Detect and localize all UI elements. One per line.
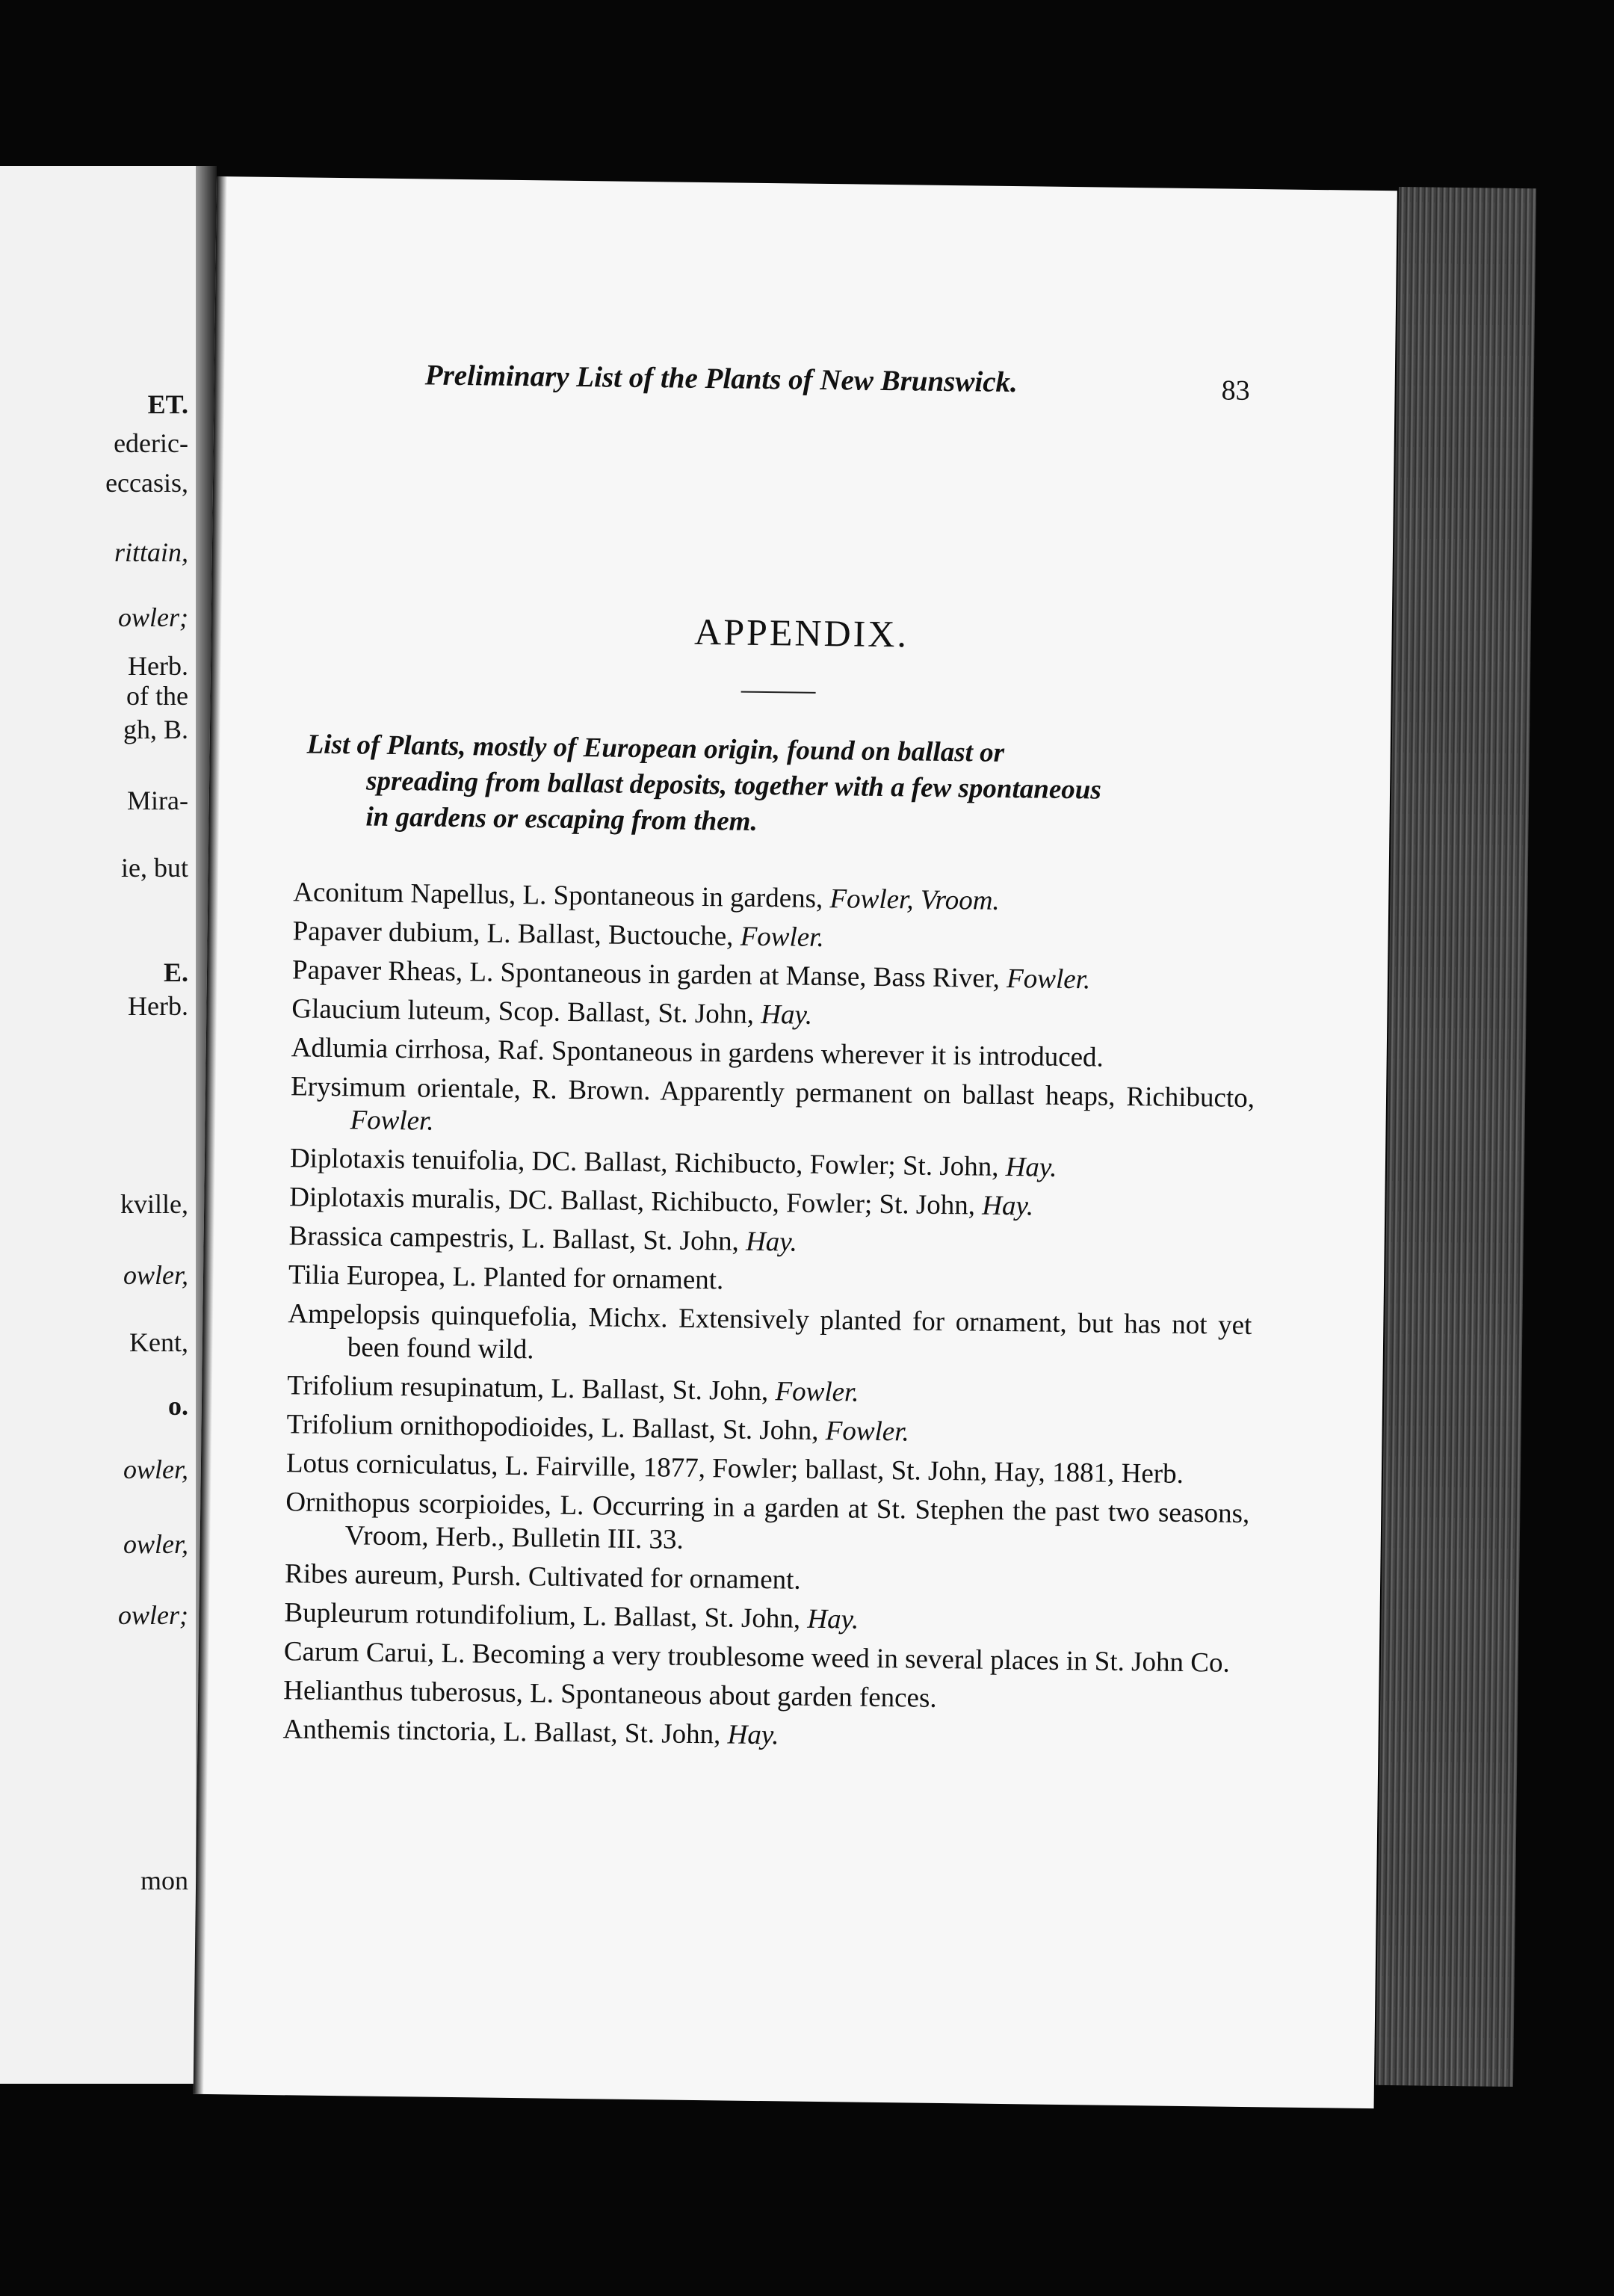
species-name: Trifolium resupinatum, L.	[286, 1370, 575, 1404]
collector-name: Fowler.	[1006, 963, 1091, 996]
facing-page-text: rittain,	[114, 537, 188, 567]
plant-entry	[283, 1674, 1247, 1719]
facing-page-text: Mira-	[127, 786, 188, 815]
collector-name: Fowler.	[350, 1105, 434, 1137]
facing-page-text: Herb.	[128, 651, 188, 681]
plant-entry	[288, 1297, 1252, 1375]
facing-page-text: gh, B.	[123, 715, 188, 744]
facing-page-text: of the	[126, 681, 188, 711]
entry-note: Fairville, 1877, Fowler; ballast, St. John, Hay, 1881, Herb.	[535, 1451, 1184, 1490]
species-name: Papaver Rheas, L.	[291, 954, 494, 988]
entry-note: Ballast, St. John,	[534, 1717, 721, 1750]
species-name: Anthemis tinctoria, L.	[282, 1714, 528, 1748]
running-head: Preliminary List of the Plants of New Brunswick.	[424, 359, 1018, 399]
intro-paragraph	[306, 727, 1271, 847]
entry-note: Becoming a very troublesome weed in several places in St. John Co.	[471, 1638, 1231, 1679]
collector-name: Hay.	[727, 1719, 779, 1751]
page-number: 83	[1221, 374, 1250, 407]
facing-page-text: ET.	[147, 389, 188, 419]
plant-entry	[293, 876, 1257, 921]
facing-page-text: ie, but	[121, 853, 188, 883]
facing-page-text: o.	[168, 1391, 188, 1421]
species-name: Lotus corniculatus, L.	[285, 1448, 529, 1482]
plant-entry	[292, 915, 1256, 960]
plant-entry	[284, 1635, 1248, 1680]
facing-page-text: Kent,	[129, 1327, 188, 1357]
entry-note: Spontaneous in gardens wherever it is introduced.	[551, 1035, 1104, 1073]
facing-page-text: owler,	[123, 1529, 188, 1559]
intro-line: in gardens or escaping from them.	[365, 801, 758, 837]
collector-name: Fowler.	[825, 1416, 910, 1448]
page-edges	[1376, 187, 1536, 2087]
page	[194, 176, 1397, 2108]
entry-note: Ballast, Buctouche,	[517, 918, 734, 952]
plant-entry	[286, 1447, 1250, 1492]
plant-entry	[292, 954, 1256, 999]
entry-note: Ballast, St. John,	[631, 1413, 819, 1446]
entry-note: Extensively planted for ornament, but has not yet been found wild.	[347, 1303, 1252, 1365]
collector-name: Fowler, Vroom.	[829, 883, 1000, 916]
species-name: Diplotaxis muralis, DC.	[289, 1182, 554, 1216]
species-name: Erysimum orientale, R. Brown.	[290, 1071, 651, 1107]
collector-name: Fowler.	[740, 921, 824, 954]
species-name: Trifolium ornithopodioides, L.	[286, 1409, 625, 1444]
facing-page-text: owler,	[123, 1454, 188, 1484]
collector-name: Hay.	[807, 1603, 859, 1635]
intro-line: List of Plants, mostly of European origin, found on ballast or	[306, 729, 1005, 768]
plant-entry	[288, 1259, 1252, 1303]
entry-note: Spontaneous in gardens,	[553, 880, 823, 914]
species-name: Brassica campestris, L.	[288, 1220, 546, 1255]
facing-page-text: eccasis,	[105, 468, 188, 498]
species-name: Diplotaxis tenuifolia, DC.	[289, 1143, 578, 1177]
plant-entry	[289, 1181, 1253, 1226]
entry-note: Ballast, St. John,	[613, 1601, 801, 1635]
species-name: Aconitum Napellus, L.	[293, 877, 547, 911]
plant-entry	[290, 1142, 1254, 1187]
plant-entry	[288, 1220, 1252, 1265]
plant-list	[282, 876, 1257, 1764]
entry-note: Ballast, St. John,	[551, 1223, 740, 1257]
entry-note: Ballast, Richibucto, Fowler; St. John,	[560, 1185, 976, 1221]
plant-entry	[282, 1713, 1246, 1758]
page-title: APPENDIX.	[693, 610, 909, 655]
intro-line: spreading from ballast deposits, together with a few spontaneous	[365, 765, 1102, 806]
plant-entry	[290, 1070, 1255, 1148]
facing-page-text: owler;	[118, 1600, 188, 1630]
facing-page-text: kville,	[120, 1189, 188, 1219]
species-name: Papaver dubium, L.	[292, 916, 511, 949]
species-name: Ornithopus scorpioides, L.	[285, 1487, 584, 1522]
species-name: Tilia Europea, L.	[288, 1259, 477, 1293]
species-name: Helianthus tuberosus, L.	[283, 1675, 554, 1709]
plant-entry	[284, 1596, 1248, 1641]
title-rule	[741, 691, 816, 694]
collector-name: Hay.	[761, 999, 813, 1031]
species-name: Carum Carui, L.	[283, 1636, 466, 1670]
plant-entry	[291, 1031, 1255, 1076]
species-name: Adlumia cirrhosa, Raf.	[291, 1032, 545, 1067]
collector-name: Hay.	[982, 1190, 1034, 1222]
facing-page-text: ederic-	[114, 428, 188, 458]
species-name: Ampelopsis quinquefolia, Michx.	[288, 1298, 668, 1334]
entry-note: Ballast, St. John,	[581, 1374, 769, 1407]
species-name: Bupleurum rotundifolium, L.	[284, 1597, 607, 1632]
plant-entry	[285, 1486, 1250, 1564]
collector-name: Hay.	[745, 1226, 798, 1258]
entry-note: Occurring in a garden at St. Stephen the past two seasons, Vroom, Herb., Bulletin III. 33.	[344, 1490, 1250, 1555]
collector-name: Hay.	[1005, 1151, 1057, 1183]
facing-page-text: Herb.	[128, 991, 188, 1021]
facing-page-text: owler;	[118, 602, 188, 632]
plant-entry	[285, 1558, 1249, 1602]
facing-page-fragment	[0, 166, 196, 2084]
species-name: Ribes aureum, Pursh.	[284, 1558, 522, 1593]
plant-entry	[286, 1408, 1250, 1453]
entry-note: Cultivated for ornament.	[528, 1561, 801, 1596]
entry-note: Planted for ornament.	[483, 1262, 724, 1296]
facing-page-text: E.	[163, 957, 188, 987]
entry-note: Ballast, Richibucto, Fowler; St. John,	[584, 1147, 999, 1182]
collector-name: Fowler.	[775, 1376, 859, 1408]
facing-page-text: mon	[140, 1866, 188, 1895]
entry-note: Ballast, St. John,	[567, 996, 755, 1030]
plant-entry	[291, 993, 1255, 1037]
species-name: Glaucium luteum, Scop.	[291, 993, 561, 1028]
facing-page-text: owler,	[123, 1260, 188, 1290]
entry-note: Spontaneous in garden at Manse, Bass River,	[500, 957, 1001, 994]
plant-entry	[287, 1369, 1251, 1414]
entry-note: Apparently permanent on ballast heaps, Richibucto,	[660, 1076, 1255, 1114]
entry-note: Spontaneous about garden fences.	[560, 1678, 937, 1714]
